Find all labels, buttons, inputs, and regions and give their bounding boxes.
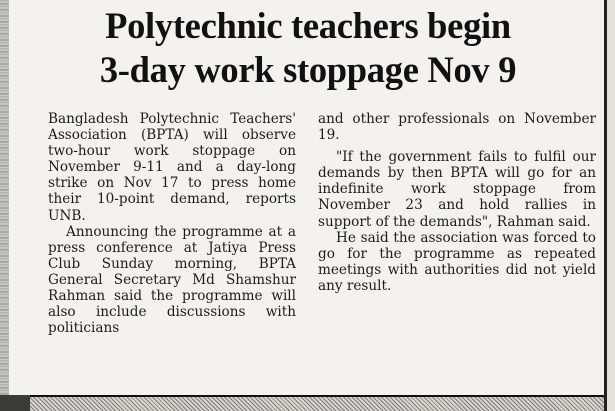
- paragraph-quote: "If the government fails to fulfil our demands by then BPTA will go for an indefinite work stoppage from November 23 and hold rallies in support of the demands", Rahman said.: [318, 149, 596, 230]
- paragraph-announcement: Announcing the programme at a press conference at Jatiya Press Club Sunday morning, BPTA General Secretary Md Shamshur Rahman said the programme will also include discussions with politicians: [48, 223, 296, 337]
- headline-line-1: Polytechnic teachers begin: [105, 5, 511, 46]
- page-margin-right: [607, 0, 615, 411]
- article-column-right: [318, 111, 596, 294]
- paragraph-continuation: and other professionals on November 19.: [318, 111, 596, 144]
- headline: [12, 4, 604, 92]
- headline-line-2: 3-day work stoppage Nov 9: [99, 49, 517, 90]
- footer-halftone-strip: [30, 395, 604, 411]
- article-column-left: [48, 111, 296, 336]
- footer-corner: [0, 395, 30, 411]
- torn-edge-left: [0, 0, 9, 411]
- paragraph-reason: He said the association was forced to go for the programme as repeated meetings with authorities did not yield any result.: [318, 229, 596, 294]
- paragraph-intro: Bangladesh Polytechnic Teachers' Association (BPTA) will observe two-hour work stoppage on November 9-11 and a day-long strike on Nov 17 to press home their 10-point demand, reports UNB.: [48, 111, 296, 224]
